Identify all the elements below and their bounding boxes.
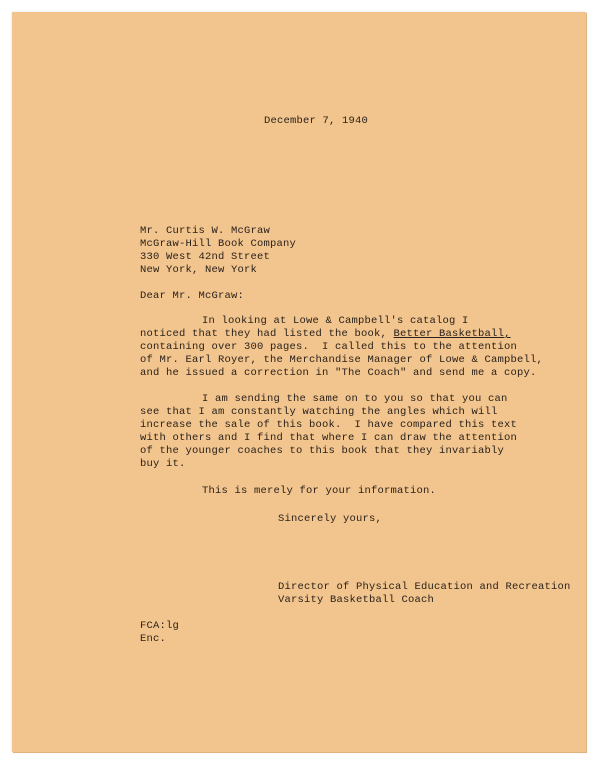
paragraph1-line5: and he issued a correction in "The Coach" and send me a copy. — [140, 367, 537, 379]
recipient-city: New York, New York — [140, 264, 258, 276]
paragraph2-line6: buy it. — [140, 458, 186, 470]
salutation: Dear Mr. McGraw: — [140, 290, 245, 302]
letter-date: December 7, 1940 — [264, 115, 369, 127]
reference-initials: FCA:lg — [140, 620, 180, 632]
paragraph2-line1: I am sending the same on to you so that you can — [202, 393, 508, 405]
closing: Sincerely yours, — [278, 513, 383, 525]
signature-title-1: Director of Physical Education and Recreation — [278, 581, 571, 593]
paragraph1-line2-text: noticed that they had listed the book, — [140, 328, 394, 340]
letter-page — [12, 12, 586, 752]
paragraph2-line2: see that I am constantly watching the angles which will — [140, 406, 498, 418]
paragraph2-line3: increase the sale of this book. I have compared this text — [140, 419, 518, 431]
recipient-company: McGraw-Hill Book Company — [140, 238, 297, 250]
paragraph3: This is merely for your information. — [202, 485, 437, 497]
paragraph1-line1: In looking at Lowe & Campbell's catalog I — [202, 315, 469, 327]
signature-title-2: Varsity Basketball Coach — [278, 594, 435, 606]
paragraph1-line2 — [140, 327, 511, 341]
recipient-name: Mr. Curtis W. McGraw — [140, 225, 271, 237]
paragraph2-line4: with others and I find that where I can draw the attention — [140, 432, 518, 444]
book-title: Better Basketball, — [393, 328, 511, 340]
paragraph1-line4: of Mr. Earl Royer, the Merchandise Manager of Lowe & Campbell, — [140, 354, 544, 366]
recipient-street: 330 West 42nd Street — [140, 251, 271, 263]
paragraph2-line5: of the younger coaches to this book that they invariably — [140, 445, 505, 457]
paragraph1-line3: containing over 300 pages. I called this to the attention — [140, 341, 518, 353]
enclosure-note: Enc. — [140, 633, 167, 645]
